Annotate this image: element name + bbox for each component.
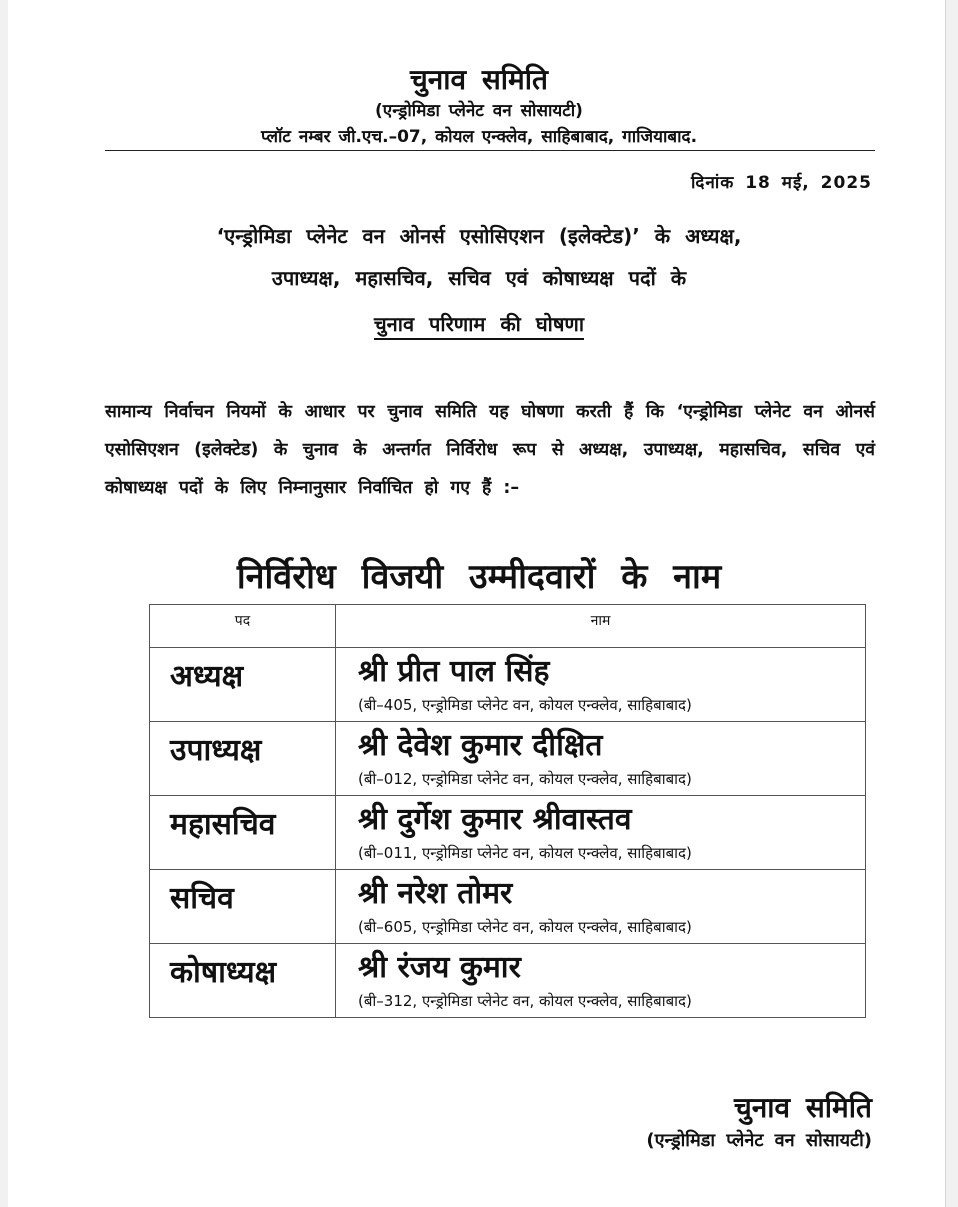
post-cell: सचिव — [150, 870, 336, 944]
post-cell: अध्यक्ष — [150, 648, 336, 722]
society-address: प्लॉट नम्बर जी.एच.–07, कोयल एन्क्लेव, साहिबाबाद, गाजियाबाद. — [260, 127, 698, 147]
candidate-name: श्री नरेश तोमर — [358, 876, 513, 911]
candidate-cell — [336, 944, 866, 1018]
announcement-paragraph: सामान्य निर्वाचन नियमों के आधार पर चुनाव समिति यह घोषणा करती हैं कि ‘एन्ड्रोमिडा प्लेनेट वन ओनर्स एसोसिएशन (इलेक्टेड) के चुनाव के अन्तर्गत निर्विरोध रूप से अध्यक्ष, उपाध्यक्ष, महासचिव, सचिव एवं कोषाध्यक्ष पदों के लिए निम्नानुसार निर्वाचित हो गए हैं :– — [105, 402, 875, 498]
table-row — [150, 796, 866, 870]
table-row — [150, 648, 866, 722]
candidate-cell — [336, 648, 866, 722]
post-cell: कोषाध्यक्ष — [150, 944, 336, 1018]
society-name: (एन्ड्रोमिडा प्लेनेट वन सोसायटी) — [375, 101, 583, 121]
heading-line-1: ‘एन्ड्रोमिडा प्लेनेट वन ओनर्स एसोसिएशन (इलेक्टेड)’ के अध्यक्ष, — [216, 224, 742, 248]
header-divider — [105, 150, 875, 151]
post-cell: महासचिव — [150, 796, 336, 870]
post-column-header: पद — [150, 605, 336, 648]
table-row — [150, 944, 866, 1018]
table-header-row — [150, 605, 866, 648]
candidate-address: (बी–011, एन्ड्रोमिडा प्लेनेट वन, कोयल एन्क्लेव, साहिबाबाद) — [358, 844, 692, 862]
name-column-header: नाम — [336, 605, 866, 648]
candidate-address: (बी–605, एन्ड्रोमिडा प्लेनेट वन, कोयल एन्क्लेव, साहिबाबाद) — [358, 918, 692, 936]
winners-title: निर्विरोध विजयी उम्मीदवारों के नाम — [236, 557, 722, 597]
candidate-address: (बी–312, एन्ड्रोमिडा प्लेनेट वन, कोयल एन्क्लेव, साहिबाबाद) — [358, 992, 692, 1010]
document-date: दिनांक 18 मई, 2025 — [690, 173, 872, 193]
candidate-name: श्री दुर्गेश कुमार श्रीवास्तव — [358, 802, 632, 837]
candidate-cell — [336, 870, 866, 944]
table-row — [150, 870, 866, 944]
candidate-address: (बी–012, एन्ड्रोमिडा प्लेनेट वन, कोयल एन्क्लेव, साहिबाबाद) — [358, 770, 692, 788]
committee-title: चुनाव समिति — [409, 63, 549, 96]
heading-line-2: उपाध्यक्ष, महासचिव, सचिव एवं कोषाध्यक्ष पदों के — [271, 266, 687, 290]
signature-committee: चुनाव समिति — [733, 1091, 872, 1124]
post-cell: उपाध्यक्ष — [150, 722, 336, 796]
results-table — [149, 604, 866, 1018]
candidate-name: श्री प्रीत पाल सिंह — [358, 654, 550, 689]
candidate-name: श्री देवेश कुमार दीक्षित — [358, 728, 603, 763]
result-announcement-heading: चुनाव परिणाम की घोषणा — [374, 312, 584, 340]
candidate-name: श्री रंजय कुमार — [358, 950, 521, 985]
candidate-cell — [336, 722, 866, 796]
table-row — [150, 722, 866, 796]
heading-line-3 — [0, 310, 958, 337]
candidate-address: (बी–405, एन्ड्रोमिडा प्लेनेट वन, कोयल एन्क्लेव, साहिबाबाद) — [358, 696, 692, 714]
signature-society: (एन्ड्रोमिडा प्लेनेट वन सोसायटी) — [646, 1130, 872, 1151]
candidate-cell — [336, 796, 866, 870]
